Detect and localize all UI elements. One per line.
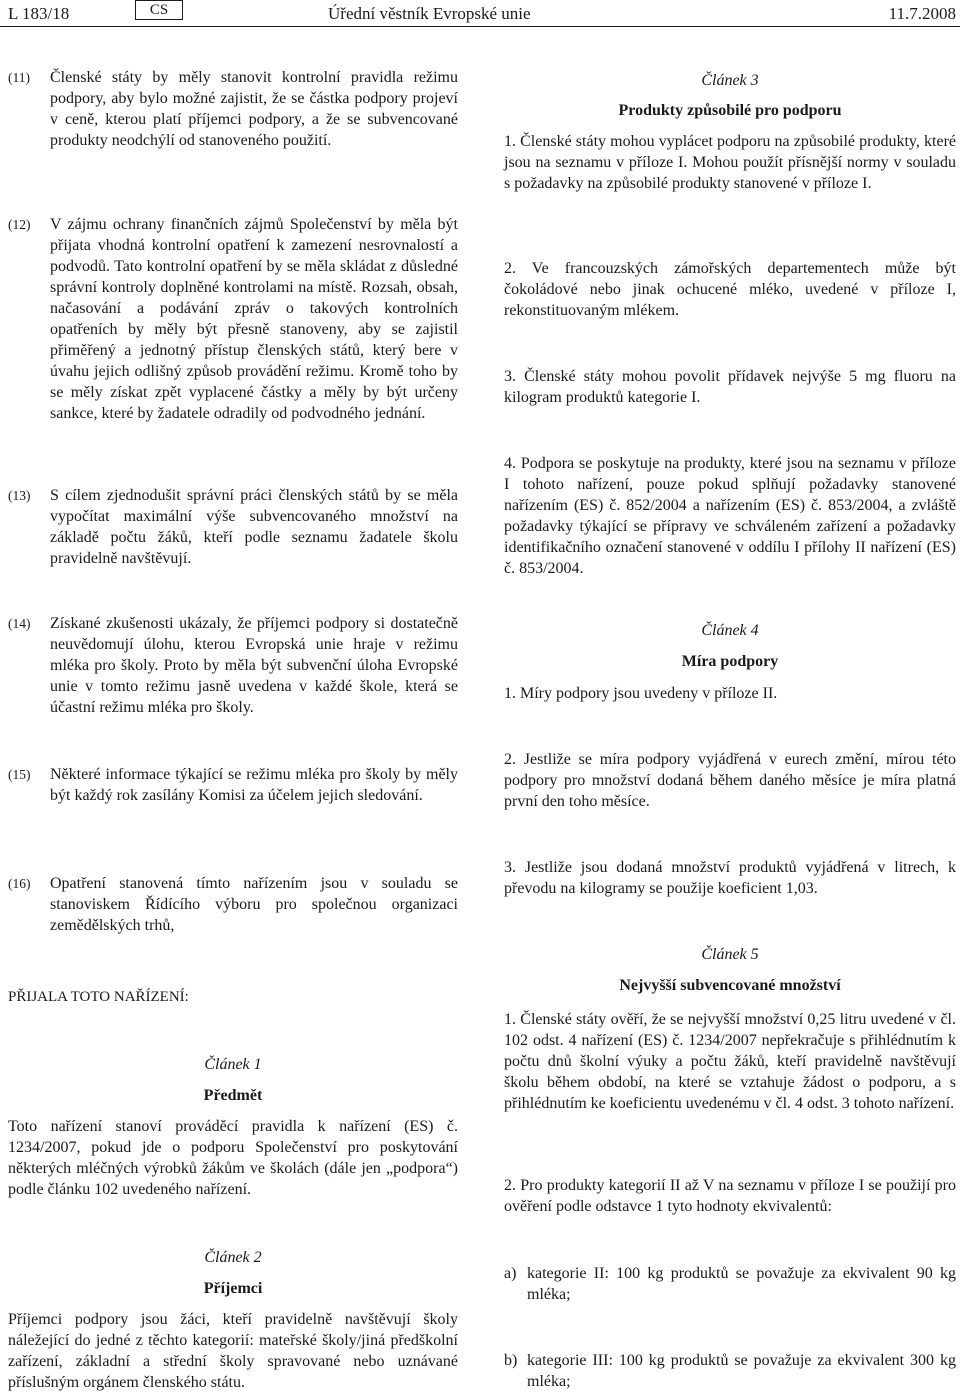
recital-text: Členské státy by měly stanovit kontrolní pravidla režimu podpory, aby bylo možné zajistit, že se částka podpory projeví v ceně, kterou platí příjemci podpory, a že se subvencované produkty neodchýlí od stanoveného použití. bbox=[50, 69, 458, 149]
article-1-label: Článek 1 bbox=[204, 1056, 262, 1073]
article-3-paragraph: 4. Podpora se poskytuje na produkty, které jsou na seznamu v příloze I tohoto nařízení, pouze pokud splňují požadavky stanovené nařízením (ES) č. 852/2004 a nařízením (ES) č. 853/2004, a zvláště požadavky týkající se přípravy ve schváleném zařízení a požadavky identifikačního označení stanovené v oddílu I přílohy II nařízení (ES) č. 853/2004. bbox=[504, 455, 956, 577]
recital-number: (13) bbox=[8, 488, 31, 503]
article-4-paragraph: 2. Jestliže se míra podpory vyjádřená v eurech změní, mírou této podpory pro množství dodaná během daného měsíce je míra platná první den toho měsíce. bbox=[504, 751, 956, 810]
article-3-paragraph: 2. Ve francouzských zámořských departementech může být čokoládové nebo jinak ochucené mléko, uvedené v příloze I, rekonstituovaným mlékem. bbox=[504, 260, 956, 319]
recital-text: Opatření stanovená tímto nařízením jsou v souladu se stanoviskem Řídícího výboru pro společnou organizaci zemědělských trhů, bbox=[50, 875, 458, 934]
header-divider bbox=[0, 26, 960, 27]
recital-text: S cílem zjednodušit správní práci členských států by se měla vypočítat maximální výše subvencovaného množství na základě počtu žáků, kteří podle seznamu žadatele školu pravidelně navštěvují. bbox=[50, 487, 458, 567]
recital-number: (11) bbox=[8, 70, 30, 85]
page-reference: L 183/18 bbox=[8, 4, 70, 23]
article-1-text: Toto nařízení stanoví prováděcí pravidla k nařízení (ES) č. 1234/2007, pokud jde o podporu Společenství pro poskytování některých mléčných výrobků žákům ve školách (dále jen „podpora“) podle článku 102 uvedeného nařízení. bbox=[8, 1118, 458, 1198]
article-5-paragraph: 2. Pro produkty kategorií II až V na seznamu v příloze I se použijí pro ověření podle odstavce 1 tyto hodnoty ekvivalentů: bbox=[504, 1177, 956, 1215]
article-5-title: Nejvyšší subvencované množství bbox=[619, 977, 841, 994]
article-2-text: Příjemci podpory jsou žáci, kteří pravidelně navštěvují školy náležející do jedné z těchto kategorií: mateřské školy/jiná předškolní zařízení, základní a střední školy spravované nebo uznávané příslušným orgánem členského státu. bbox=[8, 1311, 458, 1391]
list-item-label: a) bbox=[504, 1265, 517, 1282]
article-5-paragraph: 1. Členské státy ověří, že se nejvyšší množství 0,25 litru uvedené v čl. 102 odst. 4 nařízení (ES) č. 1234/2007 nepřekračuje s přihlédnutím k počtu dnů školní výuky a počtu žáků, kteří pravidelně navštěvují školu během období, na které se vztahuje žádost o podporu, a s přihlédnutím ke koeficientu uvedenému v čl. 4 odst. 3 tohoto nařízení. bbox=[504, 1011, 956, 1112]
article-2-label: Článek 2 bbox=[204, 1249, 262, 1266]
list-item bbox=[504, 1350, 956, 1392]
list-item-label: b) bbox=[504, 1352, 518, 1369]
recital-text: Některé informace týkající se režimu mléka pro školy by měly být každý rok zasílány Komisi za účelem jejich sledování. bbox=[50, 766, 458, 804]
article-4-paragraph: 1. Míry podpory jsou uvedeny v příloze II. bbox=[504, 685, 778, 702]
language-badge: CS bbox=[135, 0, 183, 20]
recital-number: (15) bbox=[8, 767, 31, 782]
recital-number: (12) bbox=[8, 217, 31, 232]
article-3-label: Článek 3 bbox=[701, 72, 759, 89]
recital-text: Získané zkušenosti ukázaly, že příjemci podpory si dostatečně neuvědomují úlohu, kterou Evropská unie hraje v režimu mléka pro školy. Proto by měla být subvenční úloha Evropské unie v tomto režimu jasně uvedena v každé škole, která se účastní režimu mléka pro školy. bbox=[50, 615, 458, 716]
article-4-title: Míra podpory bbox=[681, 653, 779, 670]
article-4-label: Článek 4 bbox=[701, 622, 759, 639]
list-item-text: kategorie III: 100 kg produktů se považuje za ekvivalent 300 kg mléka; bbox=[527, 1352, 956, 1390]
list-item-text: kategorie II: 100 kg produktů se považuje za ekvivalent 90 kg mléka; bbox=[527, 1265, 956, 1303]
article-3-paragraph: 1. Členské státy mohou vyplácet podporu na způsobilé produkty, které jsou na seznamu v příloze I. Mohou použít přísnější normy v souladu s požadavky na způsobilé produkty stanovené v příloze I. bbox=[504, 133, 956, 192]
recital-text: V zájmu ochrany finančních zájmů Společenství by měla být přijata vhodná kontrolní opatření k zamezení nesrovnalostí a podvodů. Tato kontrolní opatření by se měla skládat z důsledné správní kontroly doplněné kontrolami na místě. Rozsah, obsah, načasování a podávání zpráv o takových kontrolních opatřeních by měly být přesně stanoveny, aby se zajistil přiměřený a jednotný přístup členských států, který bere v úvahu jejich odlišný způsob provádění režimu. Kromě toho by se měly získat zpět vyplacené částky a měly by být určeny sankce, které by žadatele odradily od podvodného jednání. bbox=[50, 216, 458, 422]
article-3-title: Produkty způsobilé pro podporu bbox=[618, 102, 842, 119]
article-1-title: Předmět bbox=[203, 1087, 263, 1104]
article-2-title: Příjemci bbox=[203, 1280, 263, 1297]
recital-number: (16) bbox=[8, 876, 31, 891]
journal-title: Úřední věstník Evropské unie bbox=[328, 4, 531, 23]
recital-number: (14) bbox=[8, 616, 31, 631]
list-item bbox=[504, 1263, 956, 1305]
article-3-paragraph: 3. Členské státy mohou povolit přídavek nejvýše 5 mg fluoru na kilogram produktů kategorie I. bbox=[504, 368, 956, 406]
adoption-formula: PŘIJALA TOTO NAŘÍZENÍ: bbox=[8, 989, 189, 1005]
article-4-paragraph: 3. Jestliže jsou dodaná množství produktů vyjádřená v litrech, k převodu na kilogramy se použije koeficient 1,03. bbox=[504, 859, 956, 897]
article-5-label: Článek 5 bbox=[701, 946, 759, 963]
publication-date: 11.7.2008 bbox=[888, 4, 956, 23]
